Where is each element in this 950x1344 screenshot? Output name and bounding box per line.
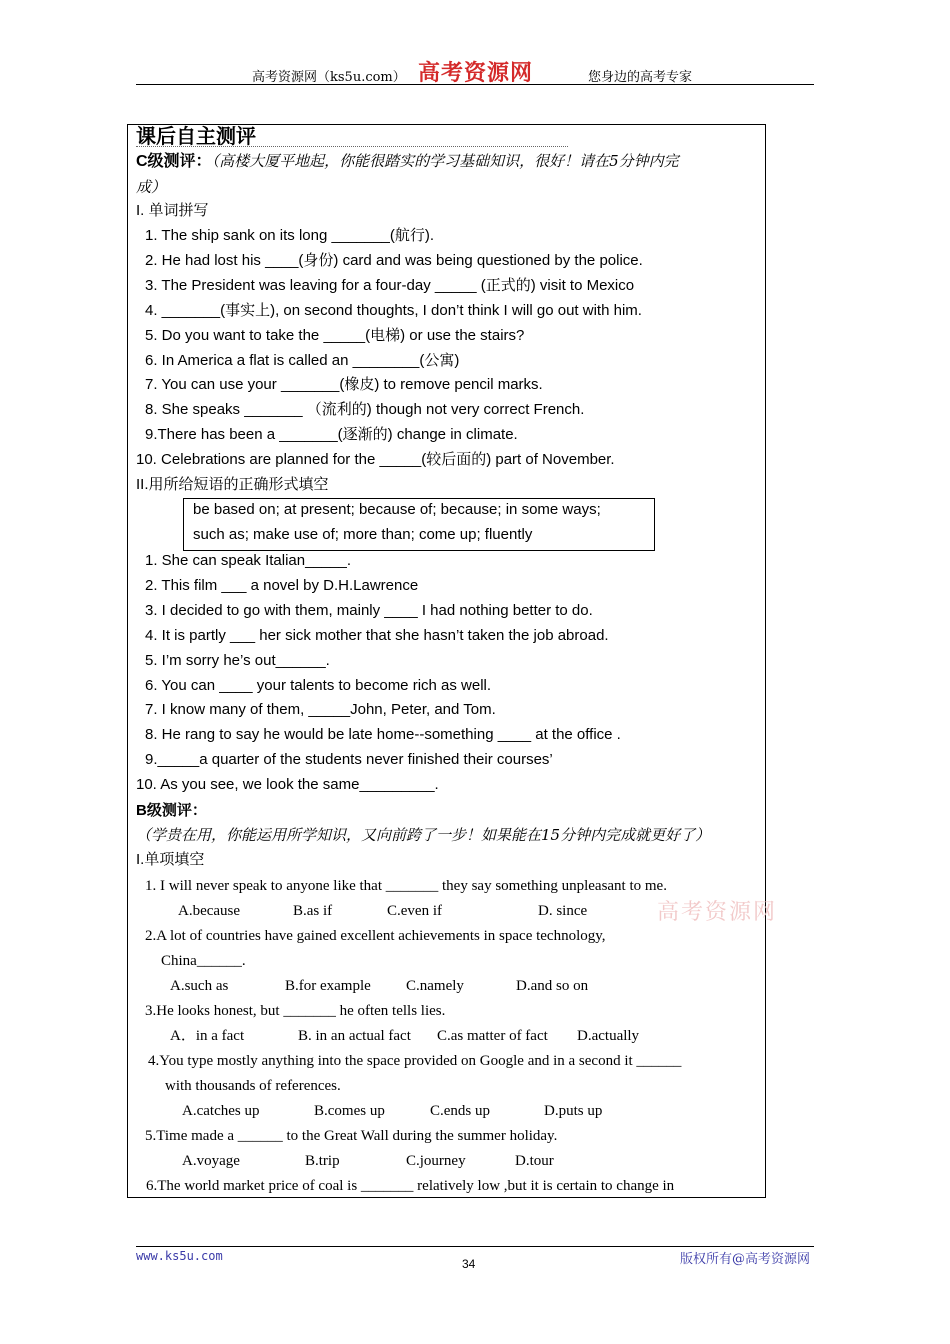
- page-number: 34: [462, 1257, 476, 1271]
- q5-option-c: C.journey: [406, 1153, 466, 1169]
- b-level-note: （学贵在用，你能运用所学知识，又向前跨了一步！如果能在15分钟内完成就更好了）: [136, 826, 711, 844]
- q4-option-d: D.puts up: [544, 1103, 603, 1119]
- c-level-label: C级测评：: [136, 153, 212, 170]
- q4-option-a: A.catches up: [182, 1103, 260, 1119]
- b-level-label: B级测评：: [136, 802, 207, 819]
- phrase-fill-item: 9._____a quarter of the students never finished their courses’: [145, 751, 553, 769]
- spelling-item: 4. _______(事实上), on second thoughts, I don’t think I will go out with him.: [145, 301, 642, 319]
- q5-option-a: A.voyage: [182, 1153, 240, 1169]
- q4-option-c: C.ends up: [430, 1103, 490, 1119]
- spelling-item: 9.There has been a _______(逐渐的) change in climate.: [145, 426, 518, 444]
- q3-option-a: A．in a fact: [170, 1028, 245, 1044]
- phrase-fill-item: 2. This film ___ a novel by D.H.Lawrence: [145, 576, 419, 594]
- q2-option-c: C.namely: [406, 978, 464, 994]
- spelling-item: 6. In America a flat is called an ________(公寓): [145, 351, 460, 369]
- q3-option-d: D.actually: [577, 1028, 640, 1044]
- c-part2-title: II.用所给短语的正确形式填空: [136, 476, 329, 493]
- phrase-box-line: such as; make use of; more than; come up; fluently: [193, 526, 533, 543]
- q3-option-c: C.as matter of fact: [437, 1028, 548, 1044]
- b-part1-title: I.单项填空: [136, 851, 205, 868]
- q5-option-b: B.trip: [305, 1153, 340, 1169]
- header-slogan: 您身边的高考专家: [588, 70, 693, 85]
- q1-option-a: A.because: [178, 903, 241, 919]
- phrase-fill-item: 3. I decided to go with them, mainly ____ I had nothing better to do.: [145, 601, 593, 619]
- spelling-item: 8. She speaks _______ （流利的) though not very correct French.: [145, 401, 585, 419]
- phrase-box-line: be based on; at present; because of; because; in some ways;: [193, 501, 601, 518]
- section-title: 课后自主测评: [136, 124, 256, 148]
- spelling-item: 7. You can use your _______(橡皮) to remove pencil marks.: [145, 376, 543, 394]
- q3-option-b: B. in an actual fact: [298, 1028, 411, 1044]
- q2-option-d: D.and so on: [516, 978, 589, 994]
- spelling-item: 1. The ship sank on its long _______(航行).: [145, 227, 435, 244]
- question-1: 1. I will never speak to anyone like that _______ they say something unpleasant to me.: [145, 878, 667, 894]
- c-level-note-cont: 成）: [136, 178, 167, 196]
- spelling-item: 2. He had lost his ____(身份) card and was being questioned by the police.: [145, 251, 643, 269]
- spelling-item: 5. Do you want to take the _____(电梯) or use the stairs?: [145, 326, 525, 344]
- watermark: 高考资源网: [657, 900, 778, 925]
- phrase-fill-item: 4. It is partly ___ her sick mother that she hasn’t taken the job abroad.: [145, 626, 609, 644]
- question-2: 2.A lot of countries have gained excellent achievements in space technology,: [145, 928, 606, 944]
- q5-option-d: D.tour: [515, 1153, 554, 1169]
- question-4: 4.You type mostly anything into the space provided on Google and in a second it ______: [148, 1053, 682, 1069]
- question-3: 3.He looks honest, but _______ he often tells lies.: [145, 1003, 446, 1019]
- question-5: 5.Time made a ______ to the Great Wall during the summer holiday.: [145, 1128, 558, 1144]
- q4-option-b: B.comes up: [314, 1103, 385, 1119]
- c-level-header: [136, 151, 679, 172]
- page-footer: [136, 1246, 814, 1271]
- c-level-note: （高楼大厦平地起，你能很踏实的学习基础知识，很好！请在5分钟内完: [211, 152, 679, 170]
- phrase-fill-item: 7. I know many of them, _____John, Peter, and Tom.: [145, 701, 496, 719]
- header-site-name: 高考资源网（ks5u.com）: [252, 70, 406, 85]
- phrase-fill-item: 6. You can ____ your talents to become rich as well.: [145, 676, 492, 694]
- c-part1-title: I. 单词拼写: [136, 202, 209, 219]
- question-2-cont: China______.: [161, 953, 246, 969]
- q2-option-a: A.such as: [170, 978, 229, 994]
- question-6: 6.The world market price of coal is _______ relatively low ,but it is certain to change in: [146, 1178, 675, 1194]
- phrase-fill-item: 10. As you see, we look the same_________.: [136, 776, 439, 794]
- q1-option-c: C.even if: [387, 903, 442, 919]
- header-logo: 高考资源网: [418, 60, 534, 86]
- question-4-cont: with thousands of references.: [165, 1078, 341, 1094]
- spelling-item: 10. Celebrations are planned for the _____(较后面的) part of November.: [136, 451, 615, 469]
- q1-option-d: D. since: [538, 903, 588, 919]
- footer-copyright: 版权所有@高考资源网: [679, 1252, 810, 1267]
- phrase-fill-item: 1. She can speak Italian_____.: [145, 552, 351, 569]
- page-header: [136, 60, 814, 85]
- footer-url[interactable]: www.ks5u.com: [136, 1249, 223, 1263]
- q1-option-b: B.as if: [293, 903, 333, 919]
- spelling-item: 3. The President was leaving for a four-day _____ (正式的) visit to Mexico: [145, 276, 635, 294]
- phrase-fill-item: 5. I’m sorry he’s out______.: [145, 651, 330, 669]
- phrase-fill-item: 8. He rang to say he would be late home--something ____ at the office .: [145, 726, 621, 744]
- q2-option-b: B.for example: [285, 978, 371, 994]
